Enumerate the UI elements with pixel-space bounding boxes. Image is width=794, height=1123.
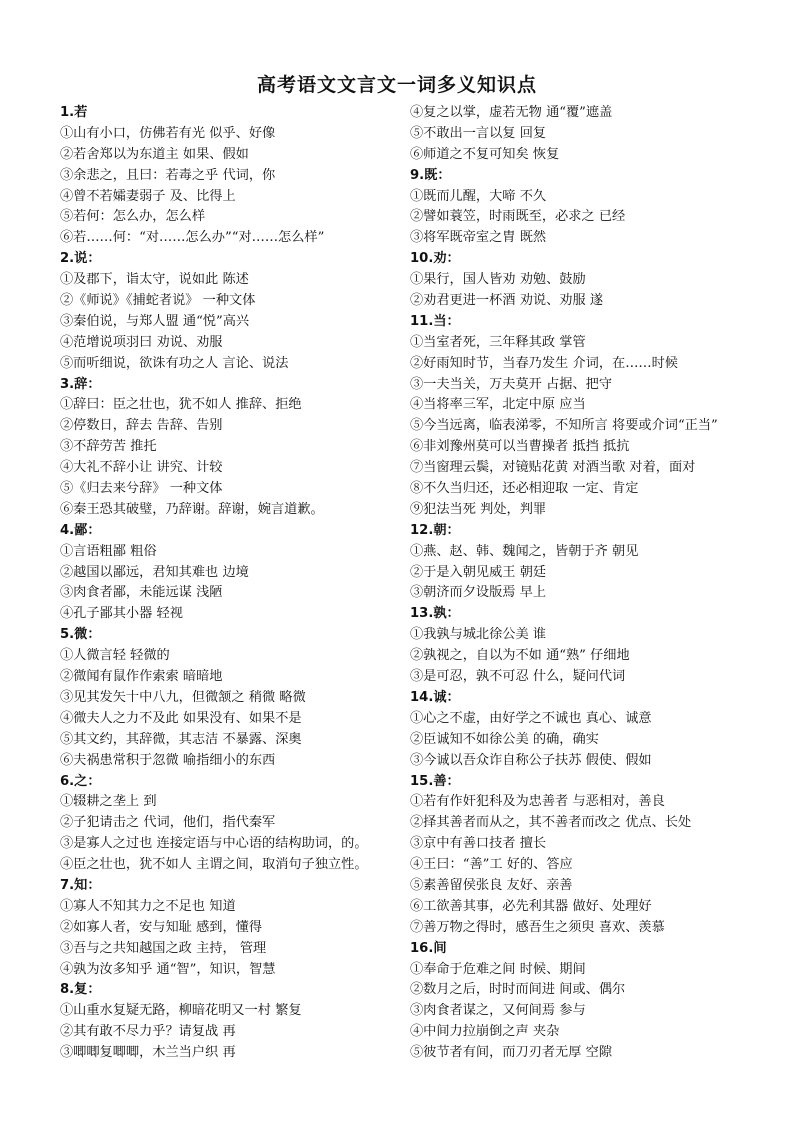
definition-item: ①既而儿醒，大啼 不久 [410,188,547,204]
definition-item: ③京中有善口技者 擅长 [410,836,547,852]
definition-item: ④范增说项羽曰 劝说、劝服 [60,334,223,350]
definition-item: ①奉命于危难之间 时候、期间 [410,961,586,977]
definition-item: ①及郡下，诣太守，说如此 陈述 [60,272,249,288]
definition-item: ③一夫当关，万夫莫开 占据、把守 [410,376,613,392]
definition-item: ③余悲之，且曰：若毒之乎 代词，你 [60,167,276,183]
definition-item: ①山重水复疑无路，柳暗花明又一村 繁复 [60,1003,302,1019]
definition-item: ③肉食者谋之，又何间焉 参与 [410,1003,586,1019]
entry-heading: 13.孰： [410,606,460,622]
definition-item: ④大礼不辞小让 讲究、计较 [60,460,223,476]
definition-item: ⑤彼节者有间，而刀刃者无厚 空隙 [410,1045,613,1061]
definition-item: ②如寡人者，安与知耻 感到，懂得 [60,919,263,935]
definition-item: ②越国以鄙远，君知其难也 边境 [60,564,249,580]
definition-item: ③是可忍，孰不可忍 什么，疑问代词 [410,669,626,685]
page-title: 高考语文文言文一词多义知识点 [256,74,537,96]
definition-item: ③唧唧复唧唧，木兰当户织 再 [60,1045,236,1061]
definition-item: ⑧不久当归还，还必相迎取 一定、肯定 [410,481,639,497]
definition-item: ⑦当窗理云鬓，对镜贴花黄 对酒当歌 对着，面对 [410,460,696,476]
entry-heading: 11.当： [410,313,460,329]
entry-heading: 3.辞： [60,376,101,392]
definition-item: ④孰为汝多知乎 通“智”，知识，智慧 [60,961,276,977]
definition-item: ③不辞劳苦 推托 [60,439,157,455]
definition-item: ②停数日，辞去 告辞、告别 [60,418,223,434]
entry-heading: 9.既： [410,167,451,183]
definition-item: ⑤若何：怎么办，怎么样 [60,209,206,225]
entry-heading: 14.诚： [410,689,460,705]
entry-heading: 7.知： [60,877,101,893]
definition-item: ②于是入朝见威王 朝廷 [410,564,547,580]
definition-item: ③秦伯说，与郑人盟 通“悦”高兴 [60,313,250,329]
definition-item: ④中间力拉崩倒之声 夹杂 [410,1024,560,1040]
definition-item: ⑥夫祸患常积于忽微 喻指细小的东西 [60,752,276,768]
definition-item: ⑨犯法当死 判处，判罪 [410,501,547,517]
definition-item: ⑥若……何：“对……怎么办”“对……怎么样” [60,230,325,246]
definition-item: ④当将率三军，北定中原 应当 [410,397,586,413]
definition-item: ④曾不若孀妻弱子 及、比得上 [60,188,236,204]
entry-heading: 6.之： [60,773,101,789]
entry-heading: 8.复： [60,982,101,998]
definition-item: ④王曰：“善”工 好的、答应 [410,857,573,873]
entry-heading: 15.善： [410,773,460,789]
definition-item: ⑤不敢出一言以复 回复 [410,125,547,141]
entry-heading: 1.若 [60,105,88,120]
definition-item: ②若舍郑以为东道主 如果、假如 [60,146,249,162]
definition-item: ②臣诚知不如徐公美 的确，确实 [410,731,599,747]
definition-item: ①山有小口，仿佛若有光 似乎、好像 [60,125,276,141]
definition-item: ⑥师道之不复可知矣 恢复 [410,146,560,162]
entry-heading: 2.说： [60,251,101,267]
definition-item: ③朝济而夕设版焉 早上 [410,585,547,601]
definition-item: ①心之不虚，由好学之不诚也 真心、诚意 [410,710,652,726]
definition-item: ③是寡人之过也 连接定语与中心语的结构助词，的。 [60,836,368,852]
definition-item: ②孰视之，自以为不如 通“熟” 仔细地 [410,648,630,664]
definition-item: ②择其善者而从之，其不善者而改之 优点、长处 [410,815,692,831]
left-column [60,103,410,1064]
definition-item: ②好雨知时节，当春乃发生 介词，在……时候 [410,355,678,371]
definition-item: ⑥秦王恐其破璧，乃辞谢。辞谢，婉言道歉。 [60,501,324,517]
entry-heading: 16.间 [410,940,447,956]
entry-heading: 5.微： [60,627,101,643]
definition-item: ⑤今当远离，临表涕零，不知所言 将要或介词“正当” [410,418,718,434]
entry-heading: 12.朝： [410,522,460,538]
definition-item: ①当室者死，三年释其政 掌管 [410,334,586,350]
definition-item: ②数月之后，时时而间进 间或、偶尔 [410,982,626,998]
definition-item: ④孔子鄙其小器 轻视 [60,606,183,622]
definition-item: ④微夫人之力不及此 如果没有、如果不是 [60,710,302,726]
definition-item: ①辍耕之垄上 到 [60,794,157,810]
definition-item: ①寡人不知其力之不足也 知道 [60,898,236,914]
definition-item: ②其有敢不尽力乎？请复战 再 [60,1024,236,1040]
definition-item: ①若有作奸犯科及为忠善者 与恶相对，善良 [410,794,665,810]
definition-item: ②劝君更进一杯酒 劝说、劝服 遂 [410,293,604,309]
definition-item: ①人微言轻 轻微的 [60,648,170,664]
definition-item: ⑥工欲善其事，必先利其器 做好、处理好 [410,898,652,914]
definition-item: ⑤素善留侯张良 友好、亲善 [410,877,573,893]
definition-item: ⑤《归去来兮辞》 一种文体 [60,481,223,497]
definition-item: ③见其发矢十中八九，但微颔之 稍微 略微 [60,689,306,705]
definition-item: ②譬如蓑笠，时雨既至，必求之 已经 [410,209,626,225]
definition-item: ①果行，国人皆劝 劝勉、鼓励 [410,272,586,288]
definition-item: ⑦善万物之得时，感吾生之须臾 喜欢、羡慕 [410,919,665,935]
definition-item: ③肉食者鄙，未能远谋 浅陋 [60,585,223,601]
definition-item: ⑤其文约，其辞微，其志洁 不暴露、深奥 [60,731,302,747]
definition-item: ③将军既帝室之胄 既然 [410,230,547,246]
definition-item: ①燕、赵、韩、魏闻之，皆朝于齐 朝见 [410,543,639,559]
definition-item: ②子犯请击之 代词，他们，指代秦军 [60,815,276,831]
definition-item: ③今诚以吾众诈自称公子扶苏 假使、假如 [410,752,652,768]
definition-item: ①辞曰：臣之壮也，犹不如人 推辞、拒绝 [60,397,302,413]
definition-item: ②微闻有鼠作作索索 暗暗地 [60,669,223,685]
entry-heading: 10.劝： [410,251,460,267]
definition-item: ①我孰与城北徐公美 谁 [410,627,547,643]
entry-heading: 4.鄙： [60,522,101,538]
definition-item: ④臣之壮也，犹不如人 主谓之间，取消句子独立性。 [60,857,368,873]
definition-item: ①言语粗鄙 粗俗 [60,543,157,559]
definition-item: ⑤而听细说，欲诛有功之人 言论、说法 [60,355,289,371]
definition-item: ②《师说》《捕蛇者说》 一种文体 [60,293,256,309]
right-column [410,103,760,1064]
definition-item: ⑥非刘豫州莫可以当曹操者 抵挡 抵抗 [410,439,630,455]
definition-item: ④复之以掌，虚若无物 通“覆”遮盖 [410,105,613,120]
definition-item: ③吾与之共知越国之政 主持， 管理 [60,940,267,956]
